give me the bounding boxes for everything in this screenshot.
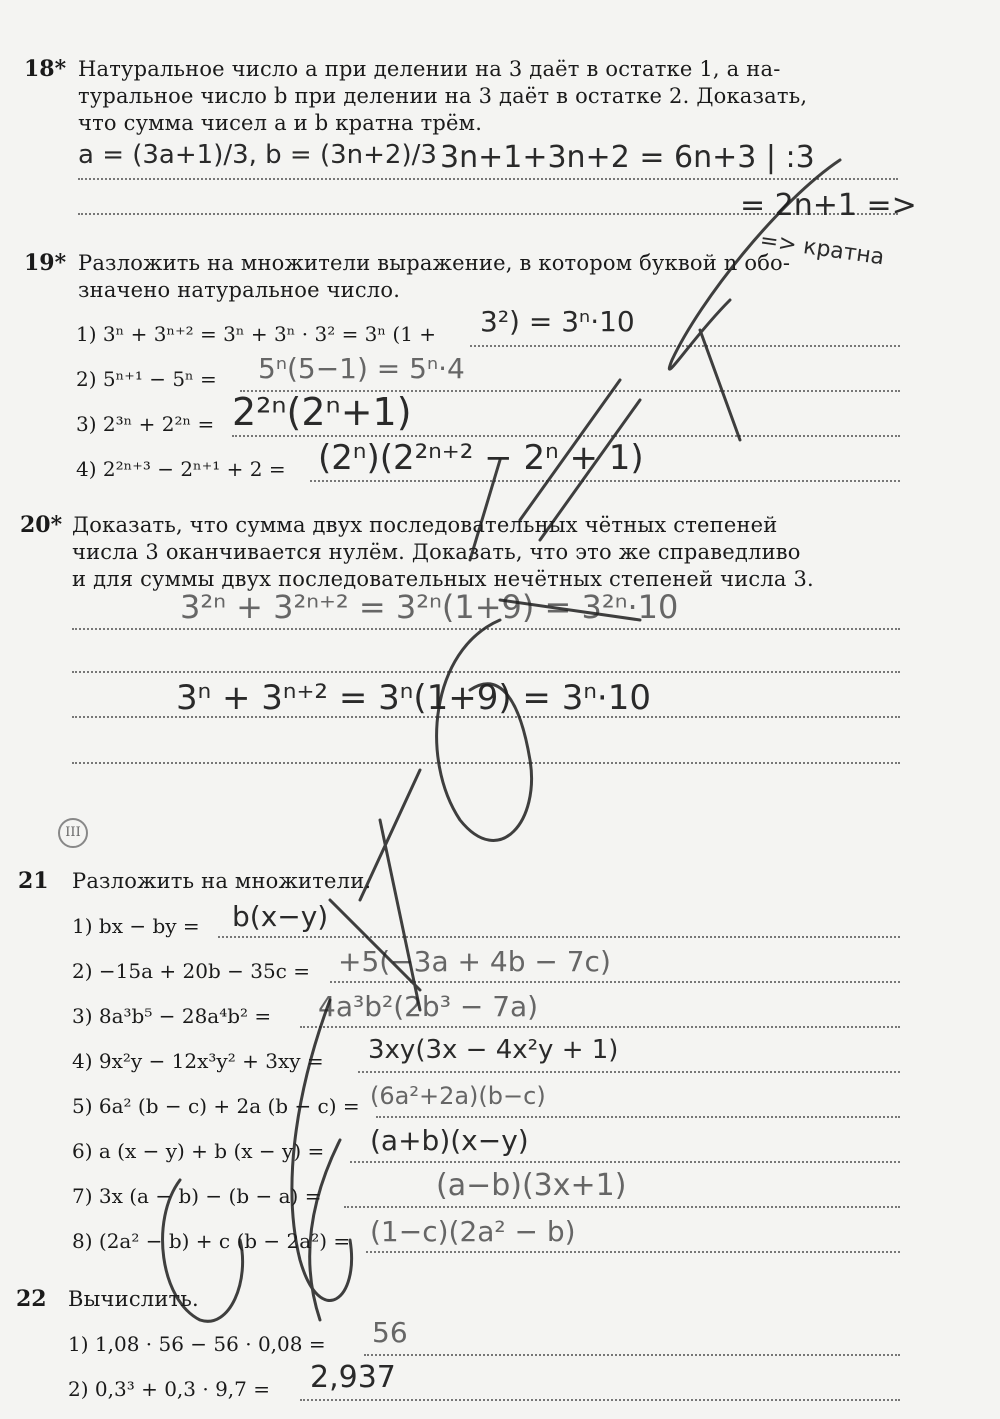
task-18-number: 18* <box>24 56 67 82</box>
task-21-item-1: 1) bx − by = <box>72 914 200 938</box>
task-22-answer-1: 56 <box>372 1316 408 1349</box>
task-22-answer-2: 2,937 <box>310 1360 396 1395</box>
task-19-number: 19* <box>24 250 67 276</box>
task-22-item-2: 2) 0,3³ + 0,3 · 9,7 = <box>68 1377 270 1401</box>
task-20-hw-2: 3ⁿ + 3ⁿ⁺² = 3ⁿ(1+9) = 3ⁿ·10 <box>176 678 651 718</box>
task-18-hw-1: a = (3a+1)/3, b = (3n+2)/3 <box>78 140 437 170</box>
task-18-hw-2: 3n+1+3n+2 = 6n+3 | :3 <box>440 140 815 175</box>
task-22-number: 22 <box>16 1286 47 1312</box>
task-21-item-2: 2) −15a + 20b − 35c = <box>72 959 310 983</box>
task-18-line-3: что сумма чисел a и b кратна трём. <box>78 111 483 135</box>
task-19-answer-3: 2²ⁿ(2ⁿ+1) <box>232 390 412 434</box>
task-19-answer-1: 3²) = 3ⁿ·10 <box>480 305 635 338</box>
task-19-answer-2: 5ⁿ(5−1) = 5ⁿ·4 <box>258 352 465 385</box>
task-21-title: Разложить на множители. <box>72 869 372 893</box>
task-22-title: Вычислить. <box>68 1287 199 1311</box>
task-21-number: 21 <box>18 868 49 894</box>
task-21-answer-7: (a−b)(3x+1) <box>436 1168 627 1203</box>
task-21-item-4: 4) 9x²y − 12x³y² + 3xy = <box>72 1049 324 1073</box>
task-19-item-3: 3) 2³ⁿ + 2²ⁿ = <box>76 412 215 436</box>
scribble-stroke <box>163 1000 352 1321</box>
task-21-item-8: 8) (2a² − b) + c (b − 2a²) = <box>72 1229 351 1253</box>
scribble-stroke <box>310 1140 340 1320</box>
task-21-item-3: 3) 8a³b⁵ − 28a⁴b² = <box>72 1004 272 1028</box>
scribble-stroke <box>330 770 420 1010</box>
task-19-item-1: 1) 3ⁿ + 3ⁿ⁺² = 3ⁿ + 3ⁿ · 3² = 3ⁿ (1 + <box>76 322 437 346</box>
task-21-item-6: 6) a (x − y) + b (x − y) = <box>72 1139 325 1163</box>
task-18-line-2: туральное число b при делении на 3 даёт в остатке 2. Доказать, <box>78 84 808 108</box>
task-21-answer-5: (6a²+2a)(b−c) <box>370 1082 546 1110</box>
task-21-answer-1: b(x−y) <box>232 900 329 933</box>
scribble-stroke <box>520 330 740 540</box>
task-21-answer-3: 4a³b²(2b³ − 7a) <box>318 990 539 1023</box>
scribble-stroke <box>669 160 840 369</box>
task-19-answer-4: (2ⁿ)(2²ⁿ⁺² − 2ⁿ + 1) <box>318 438 644 478</box>
task-19-line-1: Разложить на множители выражение, в котором буквой n обо- <box>78 251 791 275</box>
task-19-item-2: 2) 5ⁿ⁺¹ − 5ⁿ = <box>76 367 217 391</box>
task-20-line-3: и для суммы двух последовательных нечётных степеней числа 3. <box>72 567 814 591</box>
scribble-stroke <box>437 620 532 840</box>
task-21-answer-8: (1−c)(2a² − b) <box>370 1215 576 1248</box>
task-20-line-1: Доказать, что сумма двух последовательных чётных степеней <box>72 513 778 537</box>
task-21-answer-2: +5(−3a + 4b − 7c) <box>338 945 611 978</box>
task-20-number: 20* <box>20 512 63 538</box>
task-21-answer-4: 3xy(3x − 4x²y + 1) <box>368 1035 619 1065</box>
task-18-line-1: Натуральное число a при делении на 3 даёт в остатке 1, а на- <box>78 57 781 81</box>
task-22-item-1: 1) 1,08 · 56 − 56 · 0,08 = <box>68 1332 326 1356</box>
task-18-hw-4: => кратна <box>758 228 886 271</box>
section-marker: III <box>58 818 88 848</box>
task-20-line-2: числа 3 оканчивается нулём. Доказать, что это же справедливо <box>72 540 801 564</box>
scribble-stroke <box>470 460 640 620</box>
task-18-hw-3: = 2n+1 => <box>740 188 917 223</box>
task-21-item-5: 5) 6a² (b − c) + 2a (b − c) = <box>72 1094 360 1118</box>
task-19-item-4: 4) 2²ⁿ⁺³ − 2ⁿ⁺¹ + 2 = <box>76 457 286 481</box>
task-20-hw-1: 3²ⁿ + 3²ⁿ⁺² = 3²ⁿ(1+9) = 3²ⁿ·10 <box>180 588 679 626</box>
task-19-line-2: значено натуральное число. <box>78 278 401 302</box>
task-21-item-7: 7) 3x (a − b) − (b − a) = <box>72 1184 322 1208</box>
task-21-answer-6: (a+b)(x−y) <box>370 1124 529 1157</box>
